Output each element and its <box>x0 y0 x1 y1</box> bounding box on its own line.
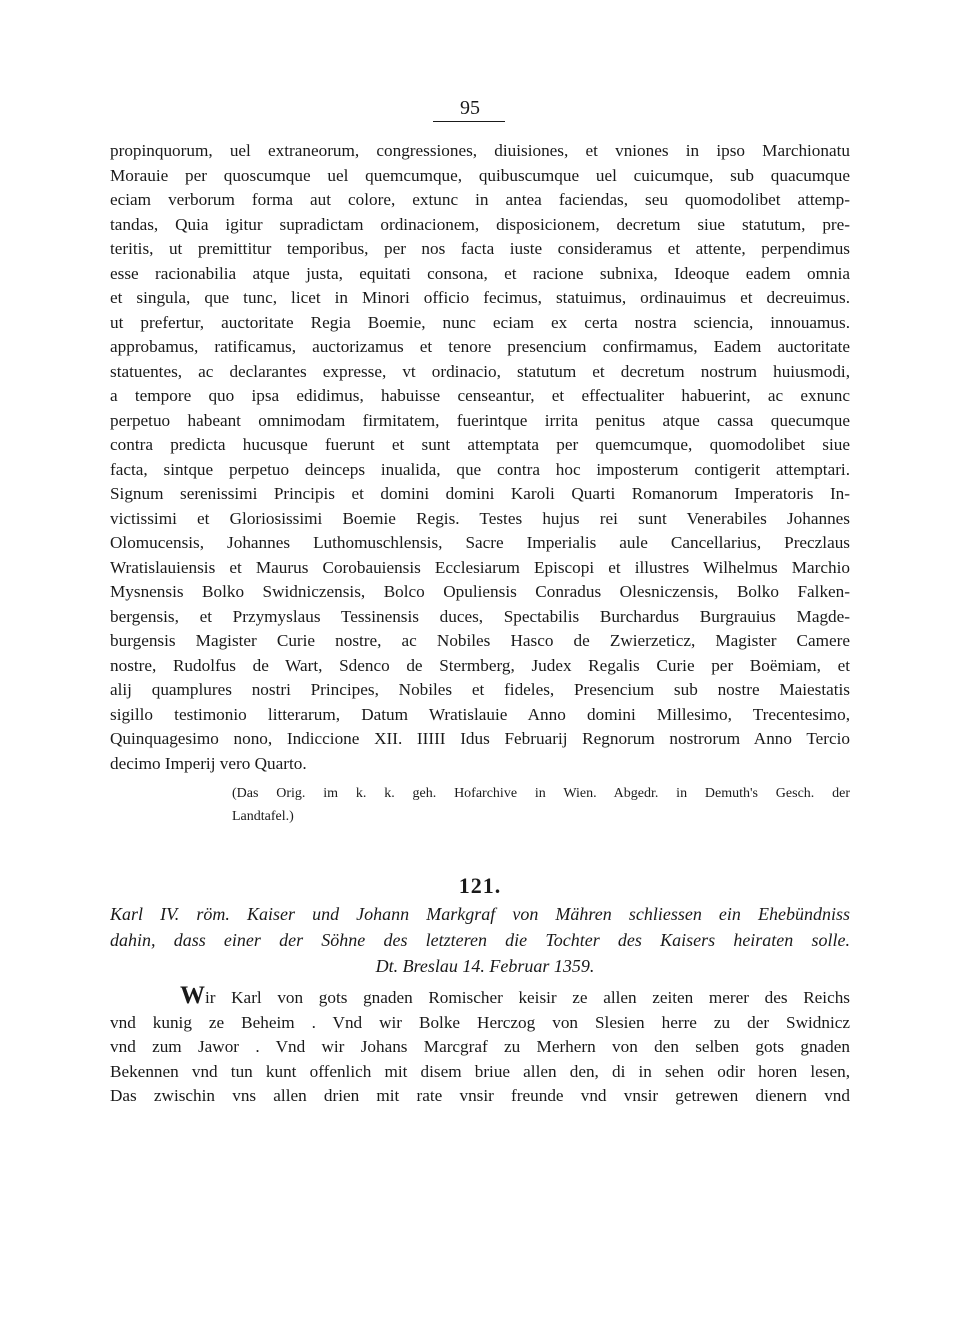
source-note-line: Landtafel.) <box>232 809 294 824</box>
text-line: Bekennen vnd tun kunt offenlich mit disem briue allen den, di in sehen odir horen lesen, <box>110 1061 850 1081</box>
text-line: tandas, Quia igitur supradictam ordinacionem, disposicionem, decretum siue statutum, pre- <box>110 214 850 234</box>
heading-line: Karl IV. röm. Kaiser und Johann Markgraf von Mähren schliessen ein Ehebündniss <box>110 904 850 924</box>
document-number: 121. <box>458 873 502 898</box>
text-line: decimo Imperij vero Quarto. <box>110 753 307 773</box>
text-line: vnd zum Jawor . Vnd wir Johans Marcgraf zu Merhern von den selben gots gnaden <box>110 1037 850 1056</box>
text-line: bergensis, et Przymyslaus Tessinensis duces, Spectabilis Burchardus Burgrauius Magde- <box>110 606 850 626</box>
text-line: victissimi et Gloriosissimi Boemie Regis. Testes hujus rei sunt Venerabiles Johannes <box>110 508 850 528</box>
text-line: nostre, Rudolfus de Wart, Sdenco de Stermberg, Judex Regalis Curie per Boëmiam, et <box>110 655 850 675</box>
text-line: perpetuo habeant omnimodam firmitatem, fuerintque irrita penitus atque cassa quecumque <box>110 410 850 430</box>
text-line: alij quamplures nostri Principes, Nobiles et fideles, Presencium sub nostre Maiestatis <box>110 680 850 699</box>
text-line: approbamus, ratificamus, auctorizamus et tenore presencium confirmamus, Eadem auctoritate <box>110 337 850 356</box>
text-line: eciam verborum forma aut colore, extunc in antea faciendas, seu quomodolibet attemp- <box>110 190 850 209</box>
text-line: Wratislauiensis et Maurus Corobauiensis Ecclesiarum Episcopi et illustres Wilhelmus Marchio <box>110 557 850 577</box>
text-line: sigillo testimonio litterarum, Datum Wratislauie Anno domini Millesimo, Trecentesimo, <box>110 704 850 724</box>
page-number: 95 <box>460 97 480 119</box>
text-line-first <box>110 986 850 1011</box>
document-heading <box>110 901 850 979</box>
page-number-rule <box>433 121 505 122</box>
source-note-line: (Das Orig. im k. k. geh. Hofarchive in Wien. Abgedr. in Demuth's Gesch. der <box>232 786 850 801</box>
date-line: Dt. Breslau 14. Februar 1359. <box>375 956 595 976</box>
heading-line: dahin, dass einer der Söhne des letzteren die Tochter des Kaisers heiraten solle. <box>110 930 850 950</box>
text-line: teritis, ut premittitur temporibus, per nos facta iuste consideramus et attente, perpendimus <box>110 239 850 258</box>
text-line: et singula, que tunc, licet in Minori officio fecimus, statuimus, ordinauimus et decreuimus. <box>110 288 850 307</box>
text-line: statuentes, ac declarantes expresse, vt ordinacio, statutum et decretum nostrum huiusmodi, <box>110 361 850 381</box>
text-line: Olomucensis, Johannes Luthomuschlensis, Sacre Imperialis aule Cancellarius, Preczlaus <box>110 533 850 552</box>
text-line: a tempore quo ipsa edidimus, habuisse censeantur, et effectualiter habuerint, ac exnunc <box>110 386 850 405</box>
text-line: propinquorum, uel extraneorum, congressiones, diuisiones, et vniones in ipso Marchionatu <box>110 141 850 160</box>
text-line: Signum serenissimi Principis et domini domini Karoli Quarti Romanorum Imperatoris In- <box>110 484 850 503</box>
text-line: burgensis Magister Curie nostre, ac Nobiles Hasco de Zwierzeticz, Magister Camere <box>110 631 850 650</box>
source-note <box>232 782 850 828</box>
text-line: Das zwischin vns allen drien mit rate vnsir freunde vnd vnsir getrewen dienern vnd <box>110 1086 850 1105</box>
text-line: Quinquagesimo nono, Indiccione XII. IIIII Idus Februarij Regnorum nostrorum Anno Tercio <box>110 729 850 748</box>
initial-letter: W <box>180 986 205 1009</box>
text-line-first-rest: ir Karl von gots gnaden Romischer keisir ze allen zeiten merer des Reichs <box>205 988 850 1007</box>
text-line: esse racionabilia atque justa, equitati consona, et racione subnixa, Ideoque eadem omnia <box>110 263 850 283</box>
text-line: contra predicta hucusque fuerunt et sunt attemptata per quemcumque, quomodolibet siue <box>110 435 850 454</box>
text-line: vnd kunig ze Beheim . Vnd wir Bolke Herczog von Slesien herre zu der Swidnicz <box>110 1012 850 1032</box>
text-line: facta, sintque perpetuo deinceps inualida, que contra hoc imposterum contigerit attemptari. <box>110 459 850 479</box>
german-text-block <box>110 986 850 1109</box>
text-line: ut prefertur, auctoritate Regia Boemie, nunc eciam ex certa nostra sciencia, innouamus. <box>110 312 850 332</box>
text-line: Mysnensis Bolko Swidniczensis, Bolco Opuliensis Conradus Olesniczensis, Bolko Falken- <box>110 582 850 601</box>
text-line: Morauie per quoscumque uel quemcumque, quibuscumque uel cuicumque, sub quacumque <box>110 165 850 185</box>
main-text-block <box>110 139 850 776</box>
